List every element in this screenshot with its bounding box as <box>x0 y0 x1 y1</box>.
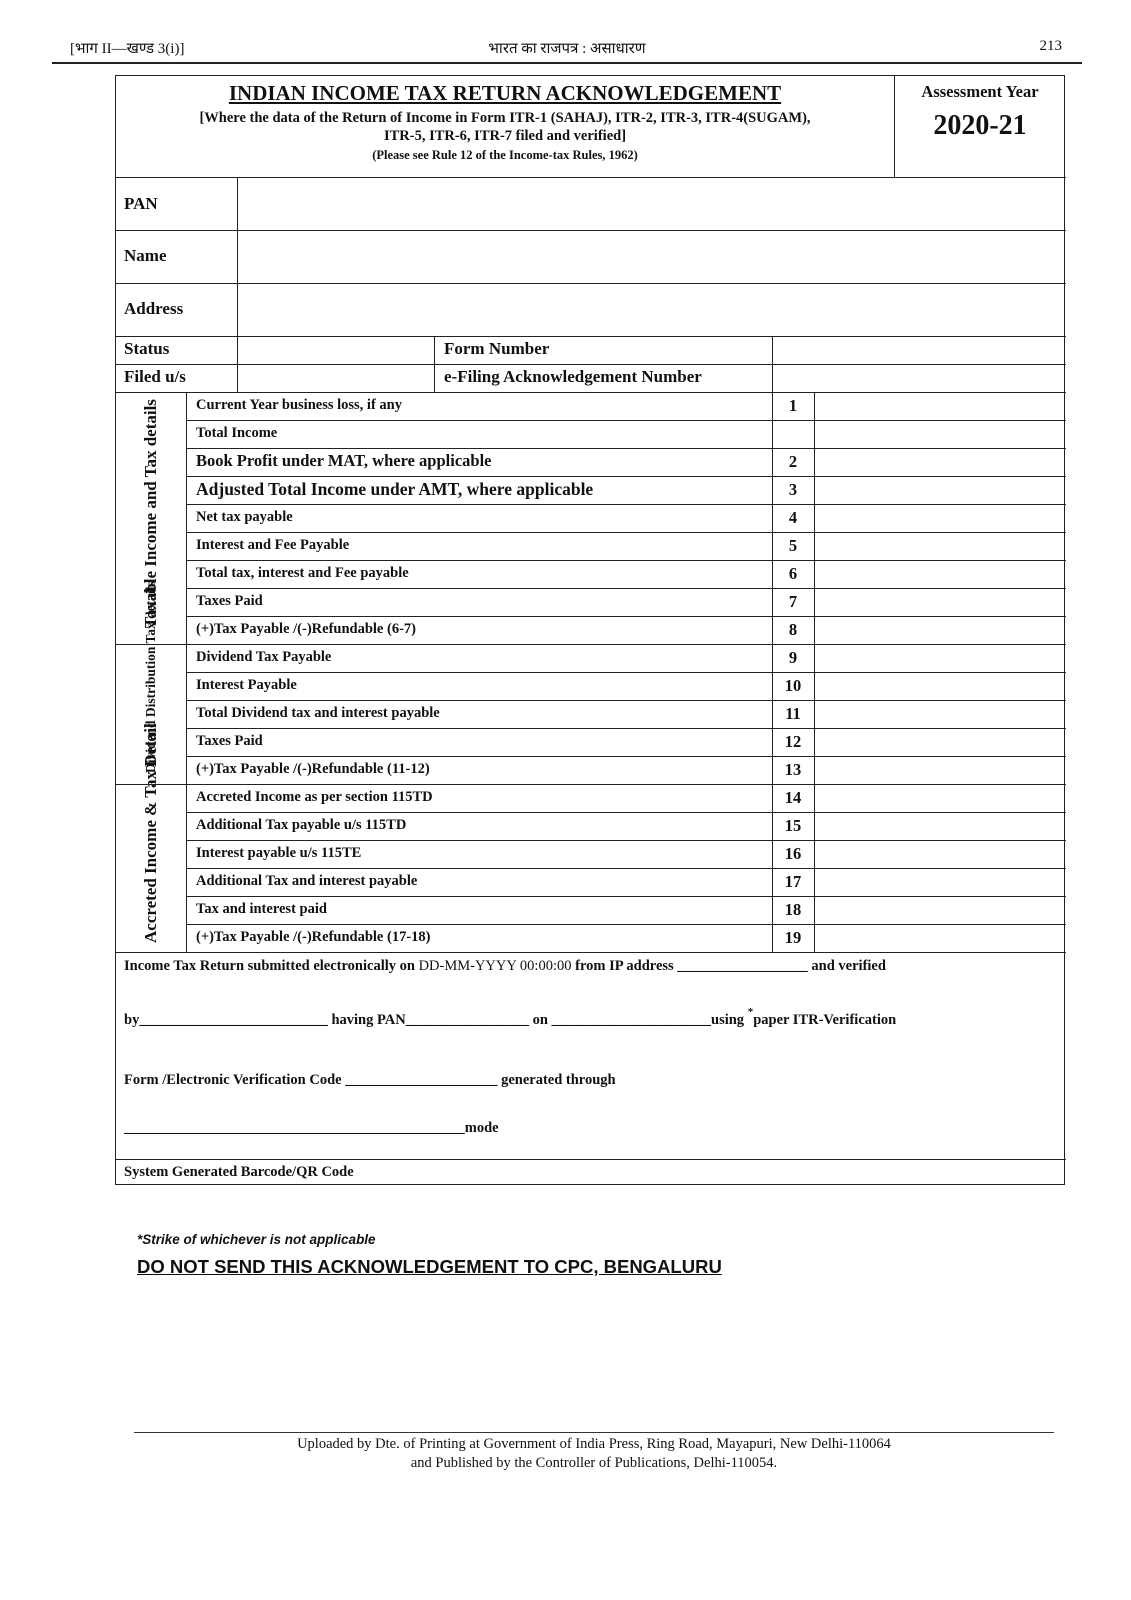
address-label: Address <box>124 299 184 318</box>
row-number: 18 <box>784 900 802 919</box>
verification-line-2: by__________________________ having PAN_________________ on ______________________using *paper ITR-Verification <box>124 1006 897 1028</box>
divider <box>116 364 1066 365</box>
row-label: Taxes Paid <box>196 733 263 749</box>
footer-line-2: and Published by the Controller of Publications, Delhi-110054. <box>410 1455 778 1471</box>
acknowledgement-form <box>115 75 1065 1185</box>
row-label: (+)Tax Payable /(-)Refundable (17-18) <box>196 929 431 945</box>
row-label: Total Income <box>196 425 278 441</box>
divider <box>116 283 1066 284</box>
divider <box>186 700 1066 701</box>
divider <box>116 177 1066 178</box>
divider <box>116 1159 1066 1160</box>
row-number: 4 <box>788 508 798 527</box>
row-number: 14 <box>784 788 802 807</box>
form-title: INDIAN INCOME TAX RETURN ACKNOWLEDGEMENT <box>228 81 782 105</box>
notice: DO NOT SEND THIS ACKNOWLEDGEMENT TO CPC, BENGALURU <box>137 1256 722 1277</box>
row-label: Interest and Fee Payable <box>196 537 350 553</box>
divider <box>237 177 238 392</box>
row-number: 12 <box>784 732 802 751</box>
gazette-part: [भाग II—खण्ड 3(i)] <box>70 41 185 57</box>
divider <box>116 336 1066 337</box>
publication-footer <box>134 1435 1054 1473</box>
divider <box>186 840 1066 841</box>
asterisk-marker: * <box>747 1006 754 1018</box>
divider <box>116 392 1066 393</box>
row-label: Additional Tax payable u/s 115TD <box>196 817 407 833</box>
row-label: Accreted Income as per section 115TD <box>196 789 433 805</box>
gazette-title: भारत का राजपत्र : असाधारण <box>488 41 646 57</box>
verification-line-4: _______________________________________________mode <box>124 1120 499 1136</box>
barcode-label: System Generated Barcode/QR Code <box>124 1164 354 1180</box>
row-number: 1 <box>788 396 798 415</box>
rule-note: (Please see Rule 12 of the Income-tax Rules, 1962) <box>372 148 638 162</box>
divider <box>186 476 1066 477</box>
divider <box>186 672 1066 673</box>
submission-date: DD-MM-YYYY 00:00:00 <box>418 958 572 974</box>
row-number: 16 <box>784 844 802 863</box>
row-label: (+)Tax Payable /(-)Refundable (11-12) <box>196 761 430 777</box>
row-number: 13 <box>784 760 802 779</box>
footer-line-1: Uploaded by Dte. of Printing at Government of India Press, Ring Road, Mayapuri, New Delhi-110064 <box>297 1436 891 1452</box>
status-label: Status <box>124 339 170 358</box>
title-block <box>116 76 894 177</box>
divider <box>186 560 1066 561</box>
row-label: Taxes Paid <box>196 593 263 609</box>
divider <box>894 76 895 177</box>
divider <box>186 756 1066 757</box>
row-label: Book Profit under MAT, where applicable <box>196 451 492 470</box>
row-number: 19 <box>784 928 802 947</box>
section-accreted-label: Accreted Income & Tax Detail <box>141 723 160 943</box>
section-divider <box>116 644 1066 645</box>
divider <box>186 420 1066 421</box>
assessment-year-value: 2020-21 <box>933 110 1027 141</box>
row-label: Additional Tax and interest payable <box>196 873 418 889</box>
divider <box>116 230 1066 231</box>
row-label: Adjusted Total Income under AMT, where applicable <box>196 479 594 499</box>
filed-us-label: Filed u/s <box>124 367 186 386</box>
row-number: 3 <box>788 480 798 499</box>
pan-label: PAN <box>124 194 158 213</box>
divider <box>186 868 1066 869</box>
row-number: 6 <box>788 564 798 583</box>
section-taxable-label: Taxable Income and Tax details <box>141 399 160 628</box>
row-number: 8 <box>788 620 798 639</box>
divider <box>186 924 1066 925</box>
row-label: (+)Tax Payable /(-)Refundable (6-7) <box>196 621 416 637</box>
form-number-label: Form Number <box>444 339 550 358</box>
row-label: Total Dividend tax and interest payable <box>196 705 440 721</box>
section-dividend-label: Dividend Distribution Tax details <box>143 581 158 773</box>
row-number: 5 <box>788 536 798 555</box>
divider <box>186 812 1066 813</box>
row-number: 2 <box>788 452 798 471</box>
footnote: *Strike of whichever is not applicable <box>137 1232 376 1247</box>
assessment-year-label: Assessment Year <box>921 82 1039 101</box>
row-number: 17 <box>784 872 802 891</box>
divider <box>186 588 1066 589</box>
row-label: Interest Payable <box>196 677 297 693</box>
row-label: Dividend Tax Payable <box>196 649 332 665</box>
divider <box>186 728 1066 729</box>
header-rule <box>52 62 1082 64</box>
name-label: Name <box>124 246 167 265</box>
row-label: Net tax payable <box>196 509 293 525</box>
footer-rule <box>134 1432 1054 1433</box>
divider <box>186 616 1066 617</box>
row-label: Interest payable u/s 115TE <box>196 845 362 861</box>
row-label: Tax and interest paid <box>196 901 327 917</box>
verification-line-3: Form /Electronic Verification Code _____________________ generated through <box>124 1072 616 1088</box>
divider <box>186 504 1066 505</box>
divider <box>186 896 1066 897</box>
page-number: 213 <box>1039 38 1062 54</box>
ack-number-label: e-Filing Acknowledgement Number <box>444 367 702 386</box>
row-number: 10 <box>784 676 802 695</box>
section-divider <box>116 784 1066 785</box>
row-number: 11 <box>785 704 801 723</box>
row-label: Current Year business loss, if any <box>196 397 402 413</box>
verification-line-1: Income Tax Return submitted electronically on DD-MM-YYYY 00:00:00 from IP address __________________ and verified <box>124 958 886 974</box>
form-subtitle: [Where the data of the Return of Income in Form ITR-1 (SAHAJ), ITR-2, ITR-3, ITR-4(SUGAM), ITR-5, ITR-6, ITR-7 filed and verified] <box>199 110 811 144</box>
divider <box>434 336 435 392</box>
row-number: 7 <box>788 592 798 611</box>
assessment-year-block <box>894 76 1066 177</box>
divider <box>186 448 1066 449</box>
row-number: 9 <box>788 648 798 667</box>
section-divider <box>116 952 1066 953</box>
row-label: Total tax, interest and Fee payable <box>196 565 409 581</box>
divider <box>186 532 1066 533</box>
row-number: 15 <box>784 816 802 835</box>
running-header <box>52 36 1082 62</box>
